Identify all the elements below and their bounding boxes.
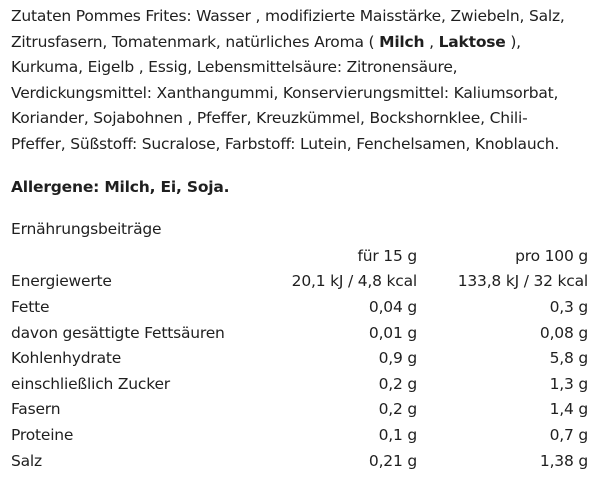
nutrition-table — [11, 243, 588, 473]
ingredients-line — [11, 4, 596, 30]
ingredients-line — [11, 81, 596, 107]
nutrient-per-100g: 1,4 g — [549, 400, 588, 419]
nutrient-per-100g: 0,7 g — [549, 425, 588, 444]
nutrition-title: Ernährungsbeiträge — [11, 220, 162, 238]
nutrient-per-15g: 0,2 g — [378, 374, 417, 393]
nutrient-per-100g: 1,3 g — [549, 374, 588, 393]
nutrient-per-100g: 0,3 g — [549, 297, 588, 316]
ingredients-text: ), — [505, 32, 521, 51]
label-document — [11, 4, 596, 470]
nutrient-label: Fette — [11, 297, 50, 316]
nutrition-header-label — [11, 243, 271, 269]
ingredients-line — [11, 55, 596, 81]
nutrient-per-15g: 0,01 g — [368, 323, 417, 342]
nutrient-per-15g: 0,21 g — [368, 451, 417, 470]
nutrition-header-per-100g: pro 100 g — [515, 246, 588, 265]
ingredients-allergen-lactose: Laktose — [438, 32, 506, 51]
table-row — [11, 422, 588, 448]
nutrient-label: einschließlich Zucker — [11, 374, 170, 393]
ingredients-line — [11, 106, 596, 132]
ingredients-text: Koriander, Sojabohnen , Pfeffer, Kreuzkümmel, Bockshornklee, Chili- — [11, 109, 528, 128]
ingredients-text: Verdickungsmittel: Xanthangummi, Konservierungsmittel: Kaliumsorbat, — [11, 83, 559, 102]
ingredients-line — [11, 132, 596, 158]
ingredients-allergen-milk: Milch — [379, 32, 425, 51]
table-row — [11, 294, 588, 320]
nutrient-per-100g: 133,8 kJ / 32 kcal — [457, 272, 588, 291]
allergens-statement: Allergene: Milch, Ei, Soja. — [11, 178, 230, 196]
nutrient-per-15g: 0,9 g — [378, 349, 417, 368]
nutrition-header-per-15g: für 15 g — [357, 246, 417, 265]
ingredients-line — [11, 30, 596, 56]
nutrient-per-100g: 1,38 g — [539, 451, 588, 470]
table-row — [11, 448, 588, 474]
table-row — [11, 269, 588, 295]
nutrient-label: Salz — [11, 451, 42, 470]
nutrient-per-15g: 20,1 kJ / 4,8 kcal — [291, 272, 417, 291]
nutrient-per-15g: 0,04 g — [368, 297, 417, 316]
ingredients-text: Zitrusfasern, Tomatenmark, natürliches Aroma ( — [11, 32, 380, 51]
ingredients-text: Zutaten Pommes Frites: Wasser , modifizierte Maisstärke, Zwiebeln, Salz, — [11, 7, 565, 25]
nutrient-label: Proteine — [11, 425, 74, 444]
nutrient-per-100g: 5,8 g — [549, 349, 588, 368]
ingredients-text: Kurkuma, Eigelb , Essig, Lebensmittelsäure: Zitronensäure, — [11, 58, 458, 77]
table-row — [11, 371, 588, 397]
nutrient-label: davon gesättigte Fettsäuren — [11, 323, 225, 342]
table-row — [11, 397, 588, 423]
ingredients-text: , — [424, 32, 439, 51]
ingredients-paragraph — [11, 4, 596, 158]
nutrient-label: Fasern — [11, 400, 61, 419]
nutrient-label: Kohlenhydrate — [11, 349, 122, 368]
table-row — [11, 345, 588, 371]
nutrient-per-15g: 0,1 g — [378, 425, 417, 444]
nutrient-per-100g: 0,08 g — [539, 323, 588, 342]
table-row — [11, 320, 588, 346]
nutrient-label: Energiewerte — [11, 272, 112, 291]
ingredients-text: Pfeffer, Süßstoff: Sucralose, Farbstoff: Lutein, Fenchelsamen, Knoblauch. — [11, 134, 560, 153]
nutrient-per-15g: 0,2 g — [378, 400, 417, 419]
nutrition-header-row — [11, 243, 588, 269]
